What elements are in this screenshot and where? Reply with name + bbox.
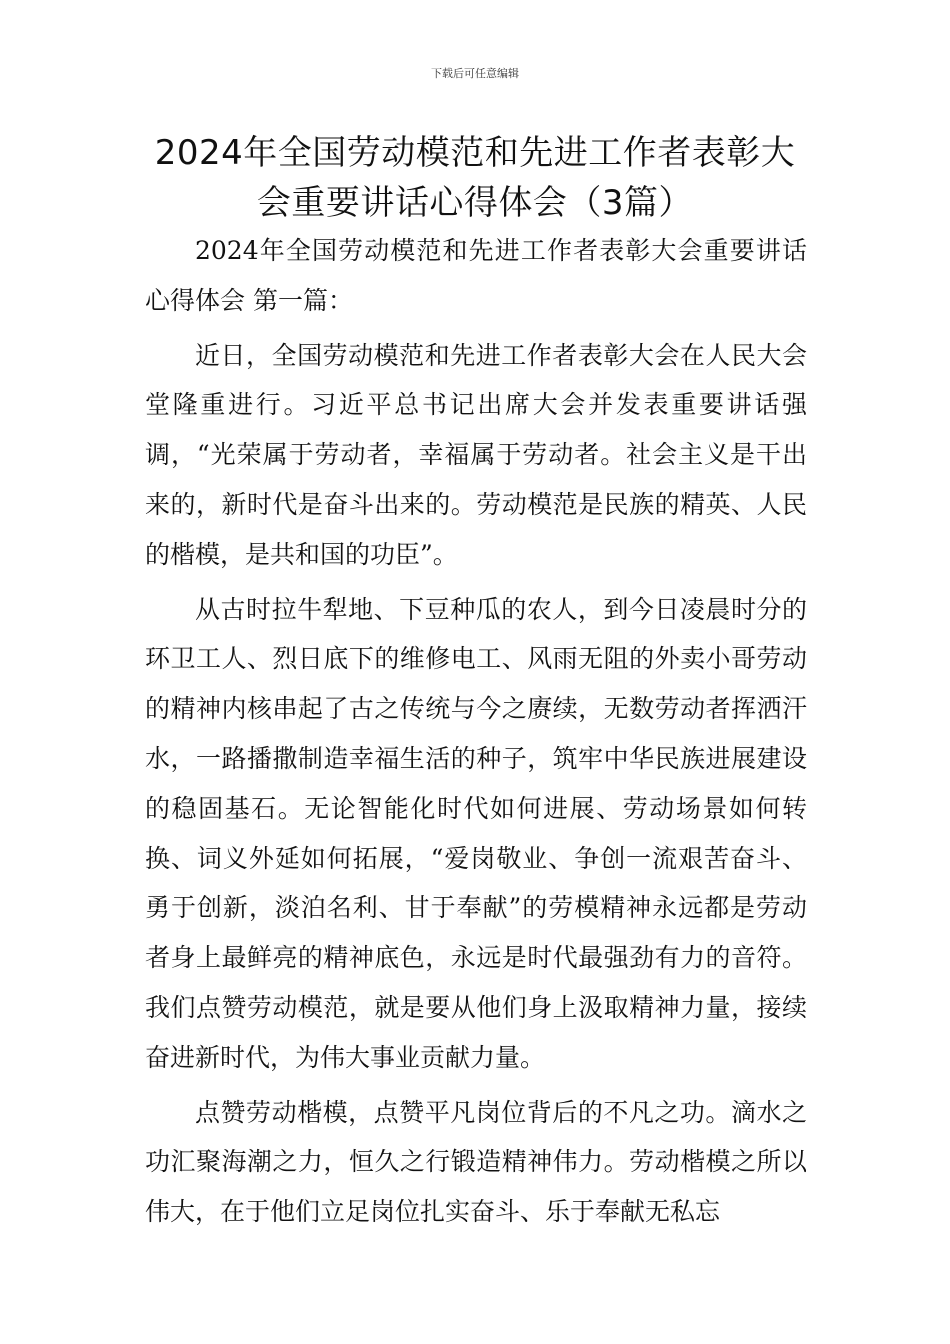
paragraph-1: 2024年全国劳动模范和先进工作者表彰大会重要讲话心得体会 第一篇：: [145, 236, 807, 315]
title-line-1: 2024年全国劳动模范和先进工作者表彰大: [154, 133, 796, 173]
header-note: 下载后可任意编辑: [431, 67, 519, 80]
paragraph-4: 点赞劳动楷模，点赞平凡岗位背后的不凡之功。滴水之功汇聚海潮之力，恒久之行锻造精神伟力。劳动楷模之所以伟大，在于他们立足岗位扎实奋斗、乐于奉献无私忘: [145, 1097, 807, 1227]
document-body: [145, 226, 807, 1242]
paragraph-3: 从古时拉牛犁地、下豆种瓜的农人，到今日凌晨时分的环卫工人、烈日底下的维修电工、风雨无阻的外卖小哥劳动的精神内核串起了古之传统与今之赓续，无数劳动者挥洒汗水，一路播撒制造幸福生活的种子，筑牢中华民族进展建设的稳固基石。无论智能化时代如何进展、劳动场景如何转换、词义外延如何拓展，“爱岗敬业、争创一流艰苦奋斗、勇于创新，淡泊名利、甘于奉献”的劳模精神永远都是劳动者身上最鲜亮的精神底色，永远是时代最强劲有力的音符。我们点赞劳动模范，就是要从他们身上汲取精神力量，接续奋进新时代，为伟大事业贡献力量。: [145, 594, 807, 1072]
document-title: [145, 128, 805, 228]
title-line-2: 会重要讲话心得体会（3篇）: [256, 183, 694, 223]
paragraph-2: 近日，全国劳动模范和先进工作者表彰大会在人民大会堂隆重进行。习近平总书记出席大会并发表重要讲话强调，“光荣属于劳动者，幸福属于劳动者。社会主义是干出来的，新时代是奋斗出来的。劳动模范是民族的精英、人民的楷模，是共和国的功臣”。: [145, 340, 807, 569]
